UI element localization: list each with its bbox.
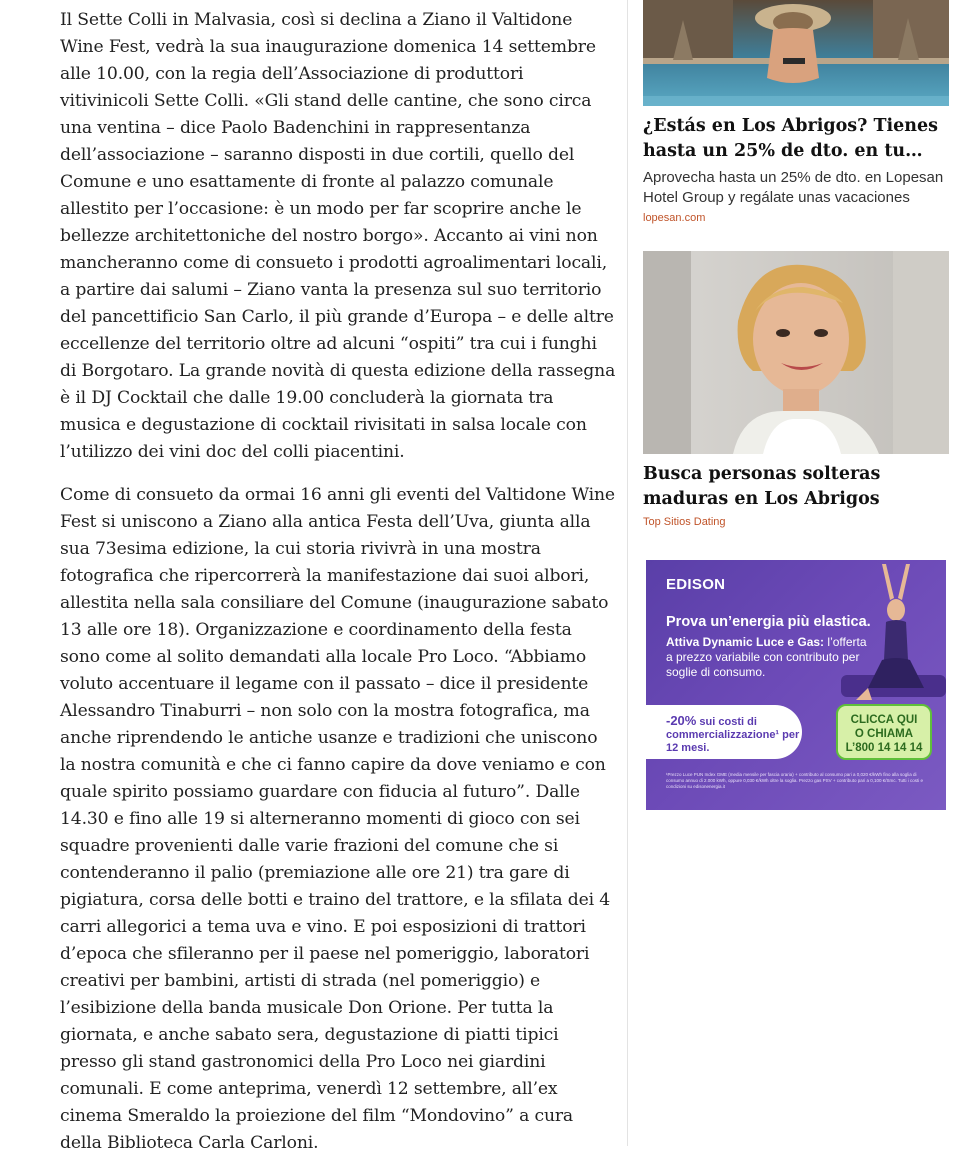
sponsored-ad-lopesan[interactable]	[643, 0, 949, 224]
discount-pill	[646, 705, 802, 759]
ad-source[interactable]: Top Sitios Dating	[643, 516, 726, 528]
article-body	[60, 7, 616, 1173]
banner-subtext-bold: Attiva Dynamic Luce e Gas:	[666, 635, 825, 649]
cta-button[interactable]	[836, 704, 932, 760]
banner-fine-print: ¹Prezzo Luce PUN Index GME (media mensile per fascia oraria) + contributo al consumo pari a 0,020 €/kWh fino alla soglia di consumo annuo di 2.000 kWh, oppure 0,030 €/kWh oltre la soglia. Prezzo gas PSV + contributo pari a 0,100 €/Smc. Tutti i costi e condizioni su edisonenergia.it	[666, 772, 924, 789]
article-paragraph-2: Come di consueto da ormai 16 anni gli eventi del Valtidone Wine Fest si uniscono a Ziano alla antica Festa dell’Uva, giunta alla sua 73esima edizione, la cui storia rivivrà in una mostra fotografica che ripercorrerà la manifestazione dai suoi albori, allestita nella sala consiliare del Comune (inaugurazione sabato 13 alle ore 18). Organizzazione e coordinamento della festa sono come al solito demandati alla locale Pro Loco. “Abbiamo voluto accentuare il legame con il passato – dice il presidente Alessandro Tinaburri – non solo con la mostra fotografica, ma anche riprendendo le antiche usanze e tradizioni che uniscono la nostra comunità e che ci fanno capire da dove veniamo e con quale spirito possiamo guardare con fiducia al futuro”. Dalle 14.30 e fino alle 19 si alterneranno momenti di gioco con sei squadre provenienti dalle varie frazioni del comune che si contenderanno il palio (premiazione alle ore 21) tra gare di pigiatura, corsa delle botti e traino del trattore, e la sfilata dei 4 carri allegorici a tema uva e vino. E poi esposizioni di trattori d’epoca che sfileranno per il paese nel pomeriggio, laboratori creativi per bambini, artisti di strada (nel pomeriggio) e l’esibizione della banda musicale Don Orione. Per tutta la giornata, e anche sabato sera, degustazione di piatti tipici presso gli stand gastronomici della Pro Loco nei giardini comunali. E come anteprima, venerdì 12 settembre, all’ex cinema Smeraldo la proiezione del film “Mondovino” a cura della Biblioteca Carla Carloni.	[60, 485, 615, 1153]
sponsored-ad-dating[interactable]	[643, 251, 949, 528]
discount-percent: -20%	[666, 713, 697, 728]
discount-text: sui costi di commercializzazione¹ per 12 mesi.	[666, 716, 800, 754]
portrait-photo-icon	[643, 251, 949, 454]
cta-line-3: L’800 14 14 14	[845, 742, 923, 754]
edison-logo: EDISON	[666, 576, 726, 593]
banner-headline: Prova un’energia più elastica.	[666, 614, 871, 630]
ad-image-pool-woman[interactable]	[643, 0, 949, 106]
ad-source[interactable]: lopesan.com	[643, 212, 706, 224]
ad-title[interactable]: Busca personas solteras maduras en Los Abrigos	[643, 464, 881, 509]
cta-line-1: CLICCA QUI	[850, 714, 918, 726]
pool-photo-icon	[643, 0, 949, 106]
article-paragraph-1: Il Sette Colli in Malvasia, così si declina a Ziano il Valtidone Wine Fest, vedrà la sua inaugurazione domenica 14 settembre alle 10.00, con la regia dell’Associazione di produttori vitivinicoli Sette Colli. «Gli stand delle cantine, che sono circa una ventina – dice Paolo Badenchini in rappresentanza dell’associazione – saranno disposti in due cortili, quello del Comune e uno esattamente di fronte al palazzo comunale allestito per l’occasione: è un modo per far scoprire anche le bellezze architettoniche del nostro borgo». Accanto ai vini non mancheranno come di consueto i prodotti agroalimentari locali, a partire dai salumi – Ziano vanta la presenza sul suo territorio del pancettificio San Carlo, il più grande d’Europa – e delle altre eccellenze del territorio oltre ad alcuni “ospiti” tra cui i funghi di Borgotaro. La grande novità di questa edizione della rassegna è il DJ Cocktail che dalle 19.00 concluderà la giornata tra musica e degustazione di cocktail rivisitati in salsa locale con l’utilizzo dei vini doc del colli piacentini.	[60, 10, 616, 462]
column-divider	[627, 0, 628, 1146]
banner-subtext	[666, 635, 876, 680]
banner-subtext-rest: l’offerta a prezzo variabile con contributo per soglie di consumo.	[666, 635, 867, 679]
edison-banner-ad[interactable]	[646, 560, 946, 810]
ad-image-woman-portrait[interactable]	[643, 251, 949, 454]
ad-description[interactable]: Aprovecha hasta un 25% de dto. en Lopesan Hotel Group y regálate unas vacaciones	[643, 169, 944, 206]
ad-title[interactable]: ¿Estás en Los Abrigos? Tienes hasta un 25% de dto. en tu	[643, 116, 938, 161]
cta-line-2: O CHIAMA	[854, 728, 914, 740]
